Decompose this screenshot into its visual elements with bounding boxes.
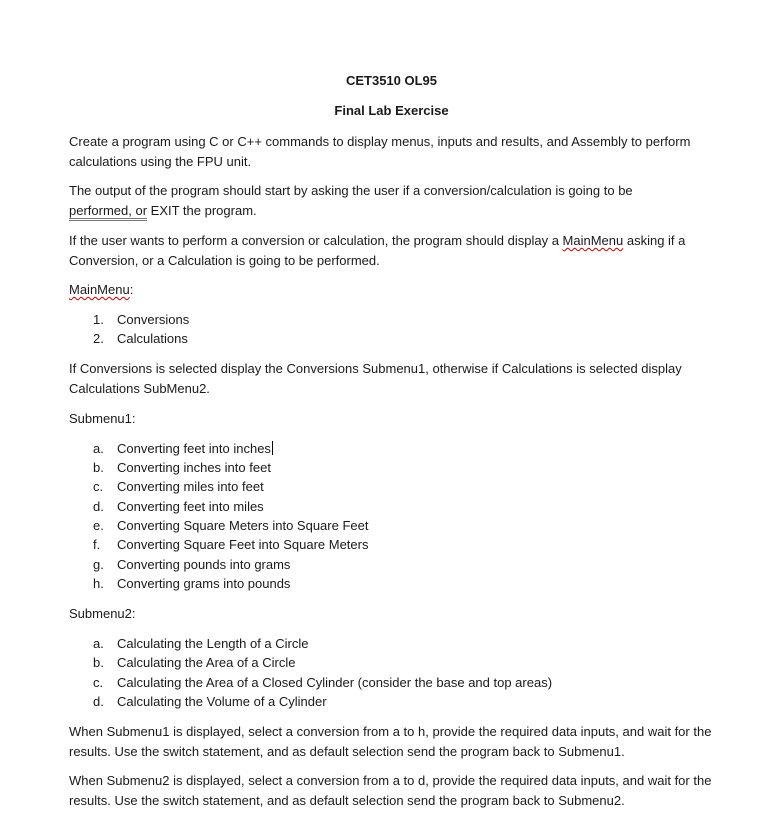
list-item bbox=[93, 458, 653, 477]
list-marker: f. bbox=[93, 537, 101, 552]
text-cursor bbox=[272, 441, 273, 455]
list-item bbox=[93, 535, 653, 554]
list-item-text: Calculations bbox=[117, 331, 188, 346]
submenu2-rule-paragraph: When Submenu2 is displayed, select a conversion from a to d, provide the required data inputs, and wait for the results. Use the switch statement, and as default selection send the program back to Submenu2. bbox=[69, 773, 712, 808]
output-paragraph bbox=[69, 181, 719, 220]
list-marker: d. bbox=[93, 499, 104, 514]
mainmenu-label-colon: : bbox=[129, 282, 134, 297]
list-item bbox=[93, 634, 653, 653]
list-item bbox=[93, 555, 653, 574]
list-item-text: Conversions bbox=[117, 312, 190, 327]
list-item-text: Converting inches into feet bbox=[117, 460, 271, 475]
submenu1-rule-paragraph: When Submenu1 is displayed, select a conversion from a to h, provide the required data inputs, and wait for the results. Use the switch statement, and as default selection send the program back to Submenu1. bbox=[69, 724, 712, 759]
list-item bbox=[93, 477, 653, 496]
list-item bbox=[93, 692, 653, 711]
output-line-1: The output of the program should start by asking the user if a conversion/calculation is going to be bbox=[69, 183, 633, 198]
list-marker: c. bbox=[93, 675, 104, 690]
grammar-marked-text: performed, or bbox=[69, 202, 148, 218]
mainmenu-intro-text-a: If the user wants to perform a conversion or calculation, the program should display a bbox=[69, 233, 563, 248]
output-line-2-rest: EXIT the program. bbox=[147, 202, 257, 218]
list-item-text: Calculating the Area of a Circle bbox=[117, 655, 296, 670]
list-marker: 2. bbox=[93, 331, 104, 346]
list-marker: a. bbox=[93, 636, 104, 651]
list-marker: c. bbox=[93, 479, 104, 494]
list-item-text: Converting feet into miles bbox=[117, 499, 264, 514]
course-title: CET3510 OL95 bbox=[345, 73, 438, 88]
list-marker: 1. bbox=[93, 312, 104, 327]
mainmenu-intro-text-b: asking if a Conversion, or a Calculation is going to be performed. bbox=[69, 233, 686, 268]
list-item-text: Converting pounds into grams bbox=[117, 557, 291, 572]
list-item bbox=[93, 516, 653, 535]
list-item-text-content: Converting feet into inches bbox=[117, 441, 271, 456]
list-item bbox=[93, 497, 653, 516]
submenu2-label: Submenu2: bbox=[69, 606, 136, 621]
list-item bbox=[93, 574, 653, 593]
list-item bbox=[93, 653, 653, 672]
spellcheck-word-mainmenu: MainMenu bbox=[562, 233, 624, 248]
submenu1-label: Submenu1: bbox=[69, 411, 136, 426]
list-item-text: Calculating the Volume of a Cylinder bbox=[117, 694, 327, 709]
list-marker: a. bbox=[93, 441, 104, 456]
list-item-text: Calculating the Length of a Circle bbox=[117, 636, 309, 651]
list-item bbox=[93, 673, 653, 692]
mainmenu-label bbox=[69, 280, 719, 300]
list-item-text: Converting grams into pounds bbox=[117, 576, 291, 591]
exercise-heading: Final Lab Exercise bbox=[334, 103, 449, 118]
submenu-selection-paragraph: If Conversions is selected display the Conversions Submenu1, otherwise if Calculations is selected display Calculations SubMenu2. bbox=[69, 361, 682, 396]
list-marker: b. bbox=[93, 655, 104, 670]
list-marker: h. bbox=[93, 576, 104, 591]
list-marker: b. bbox=[93, 460, 104, 475]
list-marker: g. bbox=[93, 557, 104, 572]
list-item bbox=[93, 439, 653, 458]
mainmenu-intro-paragraph bbox=[69, 231, 719, 270]
list-marker: e. bbox=[93, 518, 104, 533]
list-item-text: Calculating the Area of a Closed Cylinder (consider the base and top areas) bbox=[117, 675, 553, 690]
intro-paragraph: Create a program using C or C++ commands to display menus, inputs and results, and Assembly to perform calculations using the FPU unit. bbox=[69, 134, 691, 169]
list-item-text bbox=[117, 439, 273, 458]
list-item bbox=[93, 329, 653, 348]
list-marker: d. bbox=[93, 694, 104, 709]
spellcheck-word-mainmenu-label: MainMenu bbox=[69, 282, 130, 297]
list-item-text: Converting Square Meters into Square Feet bbox=[117, 518, 369, 533]
list-item bbox=[93, 310, 653, 329]
list-item-text: Converting Square Feet into Square Meters bbox=[117, 537, 369, 552]
list-item-text: Converting miles into feet bbox=[117, 479, 264, 494]
